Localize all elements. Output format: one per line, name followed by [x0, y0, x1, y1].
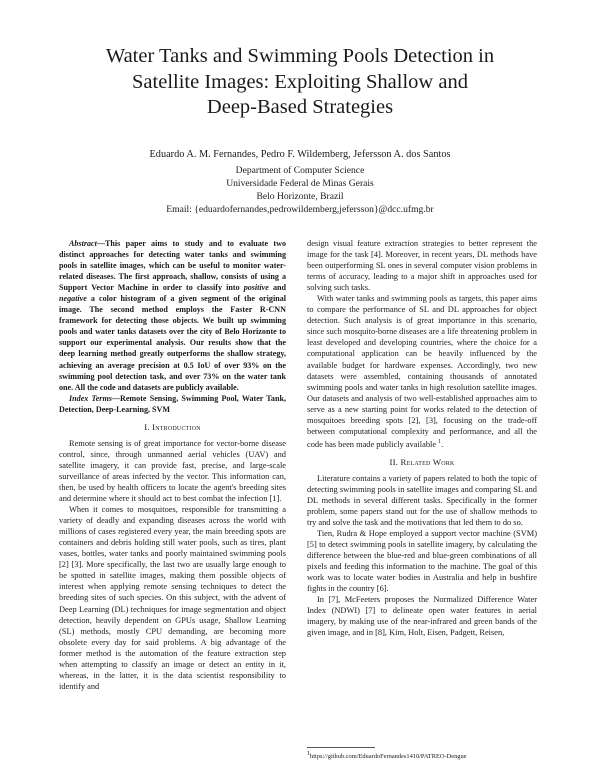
abstract-label: Abstract [69, 239, 97, 248]
index-terms: Index Terms—Remote Sensing, Swimming Pool, Water Tank, Detection, Deep-Learning, SVM [59, 393, 287, 414]
paragraph: design visual feature extraction strategies to better represent the image for the task [4]. Moreover, in recent years, DL methods have been outperforming SL ones in several computer vision problems in terms of accuracy, leading to a major shift in approaches used for solving such tasks. [307, 239, 537, 293]
university: Universidade Federal de Minas Gerais [226, 178, 374, 189]
author-block [40, 148, 560, 216]
footnote-marker: 1 [438, 438, 442, 445]
paragraph: With water tanks and swimming pools as targets, this paper aims to compare the performance of SL and DL approaches for object detection. Such analysis is of great importance in this scenario, since such mosquito-borne diseases are a life threatening problem in least developed and developing countries, where the choice for a computational application can be heavily influenced by the available budget for hardware expenses. Accordingly, two new datasets were assembled, containing thousands of annotated swimming pools and water tanks in high resolution satellite images. Our datasets and analysis of two well-established approaches aim to serve as a new starting point for works related to the detection of mosquitoes breeding spots [2], [3], focusing on the trade-off between computational complexity and performance, and all the code has been made publicly available $^1$. [307, 294, 537, 449]
paragraph: Remote sensing is of great importance for vector-borne disease control, since, through unmanned aerial vehicles (UAV) and satellite imagery, it can provide fast, precise, and large-scale surveillance of areas infected by the vector. This information can, then, be used by health officers to locate the agent's breeding sites and determine where it should act to best combat the infection [1]. [59, 438, 286, 504]
section-heading-related-work: II. Related Work [389, 456, 455, 467]
left-column [59, 238, 286, 692]
footnote: $^1$https://github.com/EduardoFernandes1410/PATREO-Dengue [307, 751, 467, 761]
paragraph: Literature contains a variety of papers related to both the topic of detecting swimming pools in satellite images and comparing SL and DL methods in several different tasks. Specifically in the former problem, some papers stand out for the use of shallow methods to try and solve the task and the motivations that led them to do so. [307, 473, 537, 527]
paper-title [40, 44, 560, 121]
title-line-1: Water Tanks and Swimming Pools Detection in [105, 45, 495, 67]
city: Belo Horizonte, Brazil [256, 191, 344, 202]
title-line-3: Deep-Based Strategies [206, 96, 394, 118]
paragraph: Tien, Rudra & Hope employed a support vector machine (SVM) [5] to detect swimming pools in satellite imagery, by calculating the difference between the blue-red and blue-green combinations of all pixels and feeding this information to the machine. The goal of this work was to locate water bodies in Australia and help in bushfire fights in the country [6]. [307, 528, 537, 594]
footnote-url[interactable]: https://github.com/EduardoFernandes1410/PATREO-Dengue [310, 753, 467, 761]
author-names: Eduardo A. M. Fernandes, Pedro F. Wildemberg, Jefersson A. dos Santos [149, 149, 451, 160]
section-heading-introduction: I. Introduction [144, 421, 201, 432]
paragraph: In [7], McFeeters proposes the Normalized Difference Water Index (NDWI) [7] to delineate open water features in aerial imagery, by making use of the near-infrared and green bands of the given image, and in [8], Kim, Holt, Eisen, Padgett, Reisen, [307, 595, 537, 638]
title-line-2: Satellite Images: Exploiting Shallow and [132, 70, 468, 93]
abstract: Abstract—This paper aims to study and to evaluate two distinct approaches for detecting water tanks and swimming pools in satellite images, which can be useful to monitor water-related diseases. The first approach, shallow, consists of using a Support Vector Machine in order to classify into positive and negative a color histogram of a given segment of the original image. The second method employs the Faster R-CNN framework for detecting those objects. We built up swimming pools and water tanks datasets over the city of Belo Horizonte to support our experimental analysis. Our results show that the deep learning method greatly outperforms the shallow strategy, achieving an average precision at 0.5 IoU of over 93% on the swimming pool detection task, and over 73% on the water tank one. All the code and datasets are publicly available. [59, 239, 286, 392]
footnote-rule [307, 747, 375, 748]
index-terms-label: Index Terms [69, 393, 112, 403]
department: Department of Computer Science [235, 165, 365, 176]
right-column [307, 238, 537, 638]
paragraph: When it comes to mosquitoes, responsible for transmitting a variety of deadly and expanding diseases across the world with millions of cases registered every year, the main breeding spots are containers and debris holding still water pools, such as tires, plant vases, bottles, water tanks and poorly maintained swimming pools [2] [3]. More specifically, the last two are usually large enough to be spotted in satellite images, making them possible objects of interest when applying remote sensing techniques to detect the breeding sites of such species. On this subject, with the advent of Deep Learning (DL) techniques for image segmentation and object detection, heavily dependent on GPUs usage, Shallow Learning (SL) methods, mostly CPU demanding, are becoming more obsolete every day for said problems. A big advantage of the former method is the automation of the feature extraction step when attempting to classify an image or detect an entity in it, whereas, in the latter, it is the data scientist responsibility to identify and [59, 505, 286, 691]
email: Email: {eduardofernandes,pedrowildemberg,jefersson}@dcc.ufmg.br [166, 204, 434, 215]
